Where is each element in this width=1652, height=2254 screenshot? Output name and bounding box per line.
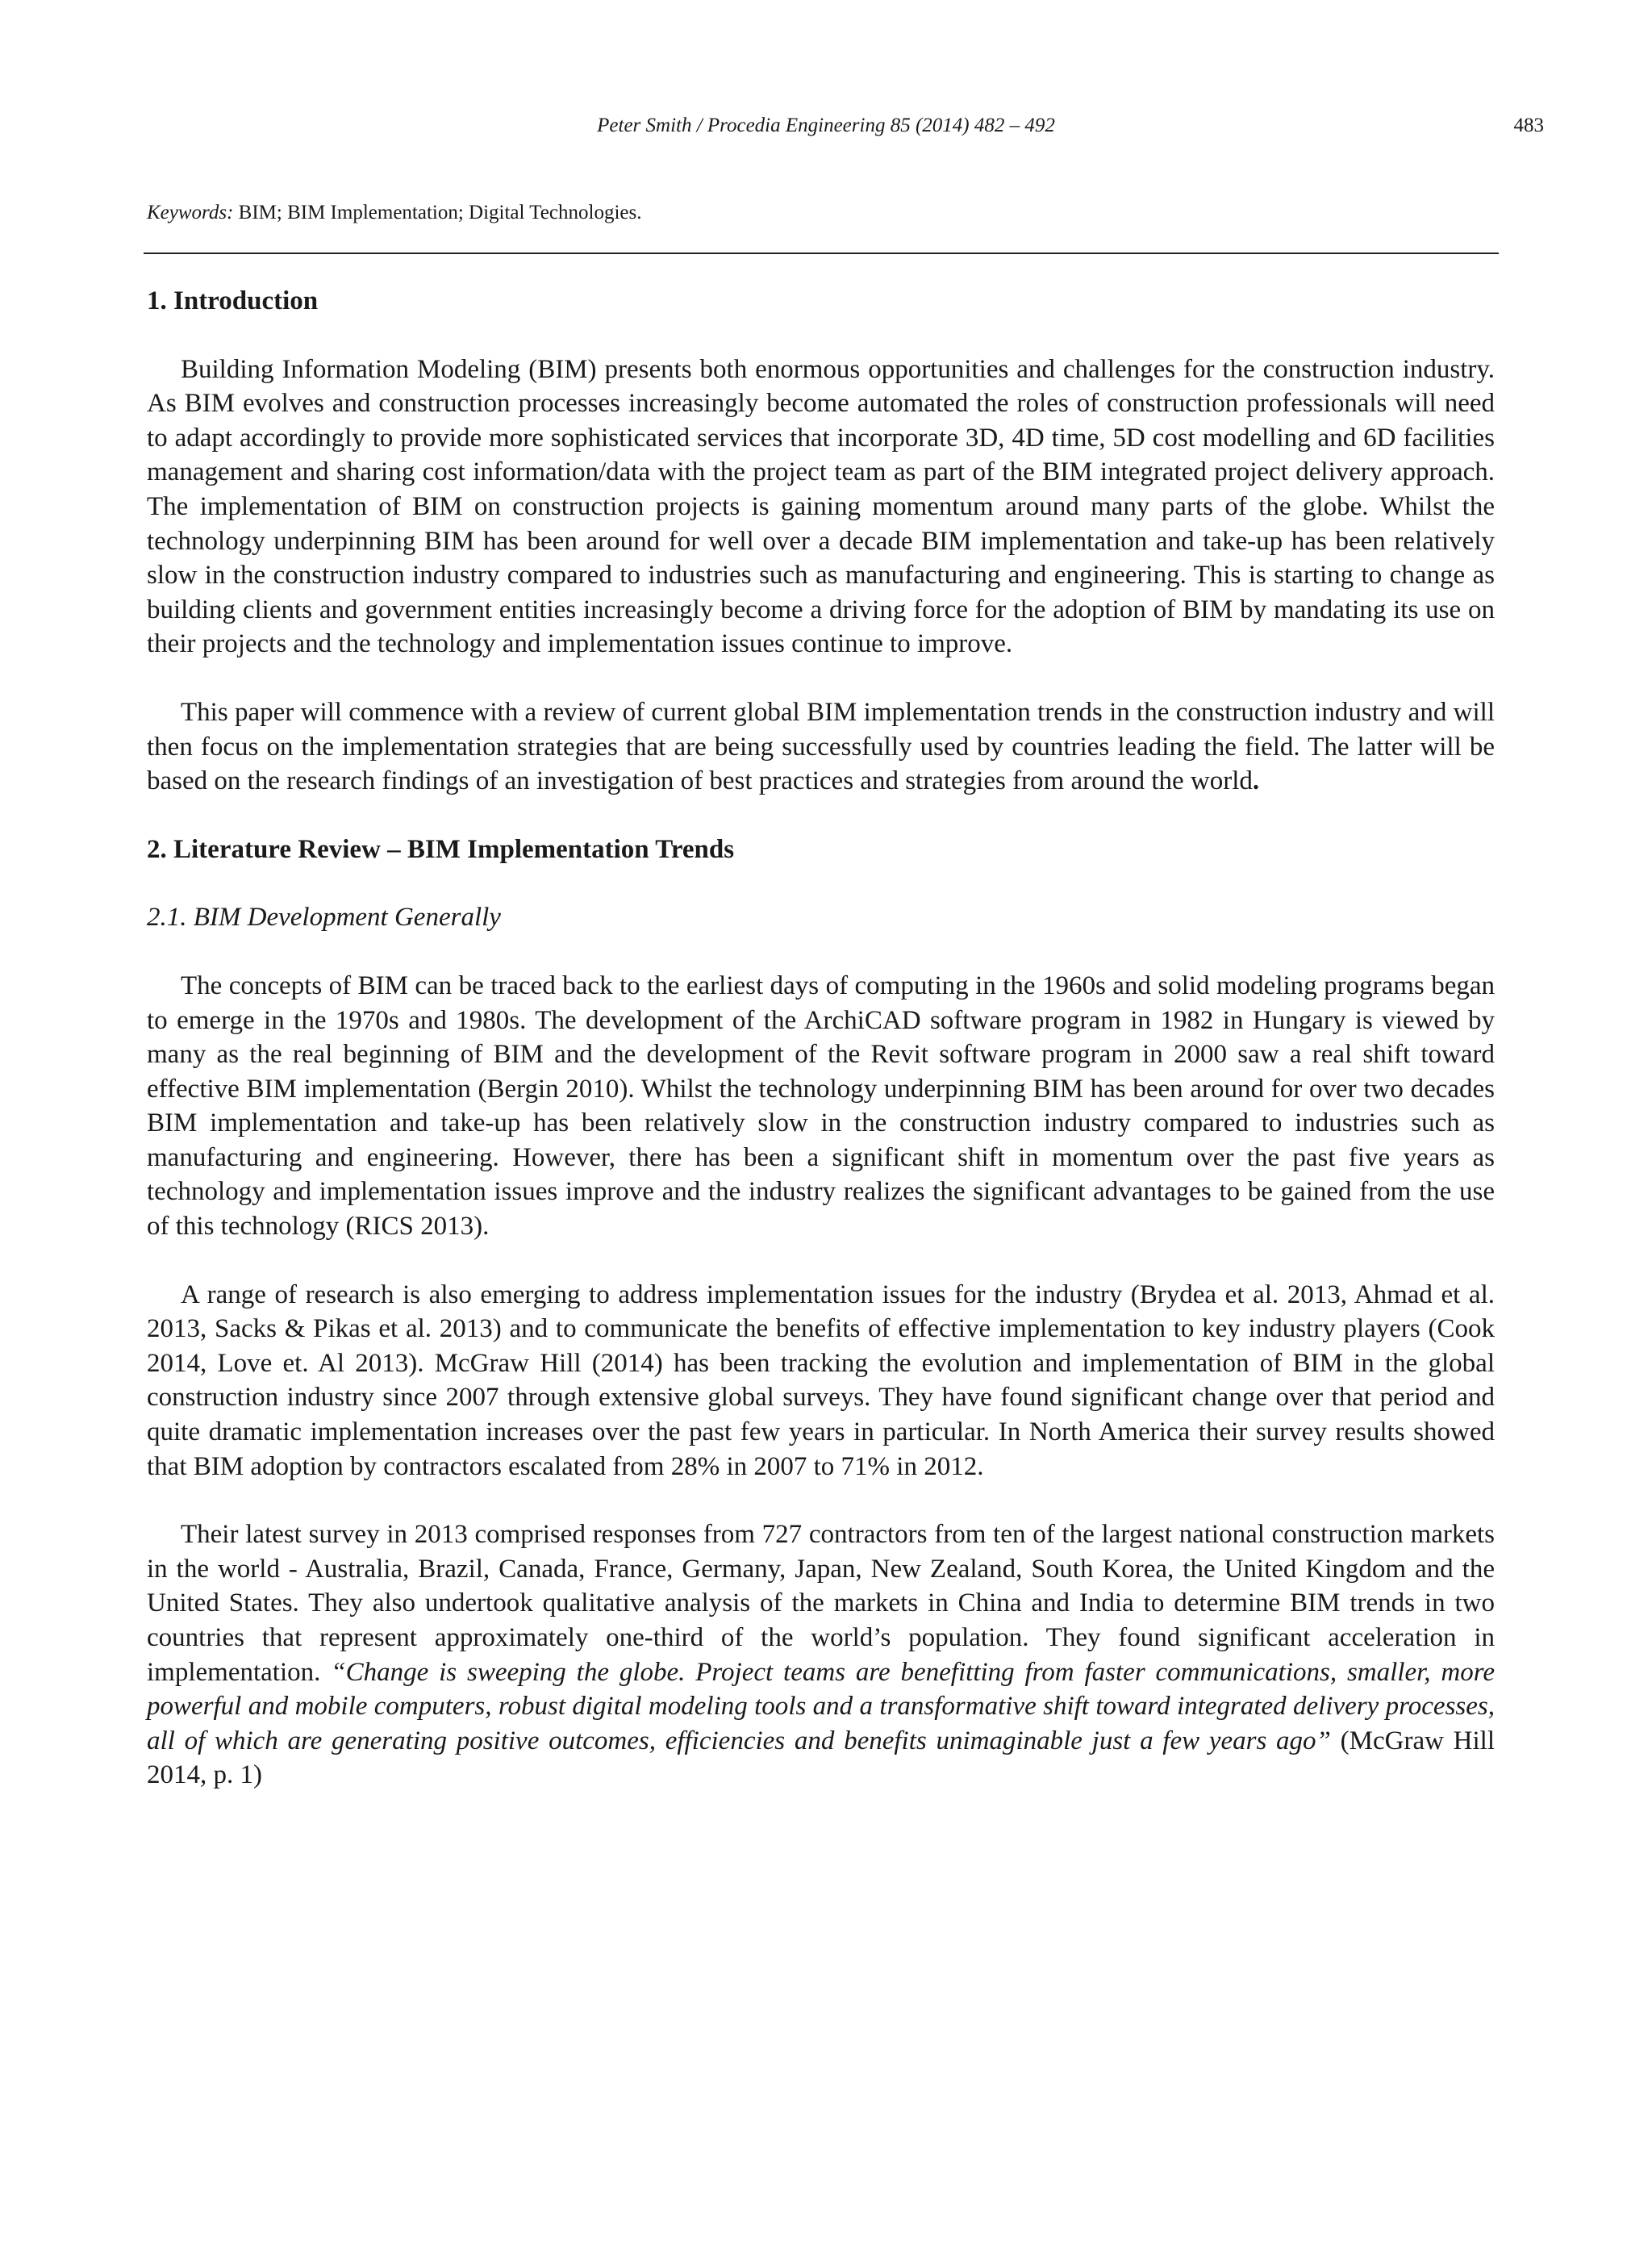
quote-citation: (McGraw Hill 2014, p. 1) xyxy=(147,1726,1495,1790)
running-title: Peter Smith / Procedia Engineering 85 (2014) 482 – 492 xyxy=(597,115,1055,136)
literature-paragraph-2: A range of research is also emerging to address implementation issues for the industry (Brydea et al. 2013, Ahmad et al. 2013, Sacks & Pikas et al. 2013) and to communicate the benefits of effective implementation to key industry players (Cook 2014, Love et. Al 2013). McGraw Hill (2014) has been tracking the evolution and implementation of BIM in the global construction industry since 2007 through extensive global surveys. They have found significant change over that period and quite dramatic implementation increases over the past few years in particular. In North America their survey results showed that BIM adoption by contractors escalated from 28% in 2007 to 71% in 2012. xyxy=(147,1279,1495,1481)
article-body xyxy=(147,284,1495,1826)
mcgraw-hill-quote: “Change is sweeping the globe. Project teams are benefitting from faster communications, smaller, more powerful and mobile computers, robust digital modeling tools and a transformative shift toward integrated delivery processes, all of which are generating positive outcomes, efficiencies and benefits unimaginable just a few years ago” xyxy=(147,1657,1495,1755)
running-header xyxy=(0,110,1652,142)
divider-rule xyxy=(144,253,1499,254)
intro-paragraph-2 xyxy=(147,695,1495,799)
keywords-line xyxy=(147,197,641,229)
subsection-heading-bim-development: 2.1. BIM Development Generally xyxy=(147,903,501,933)
keywords-label: Keywords: xyxy=(147,202,234,223)
literature-paragraph-3-text: Their latest survey in 2013 comprised responses from 727 contractors from ten of the largest national construction markets in the world - Australia, Brazil, Canada, France, Germany, Japan, New Zealand, South Korea, the United Kingdom and the United States. They also undertook qualitative analysis of the markets in China and India to determine BIM trends in two countries that represent approximately one-third of the world’s population. They found significant acceleration in implementation. xyxy=(147,1520,1495,1687)
section-heading-introduction: 1. Introduction xyxy=(147,286,319,315)
literature-paragraph-1: The concepts of BIM can be traced back to the earliest days of computing in the 1960s and solid modeling programs began to emerge in the 1970s and 1980s. The development of the ArchiCAD software program in 1982 in Hungary is viewed by many as the real beginning of BIM and the development of the Revit software program in 2000 saw a real shift toward effective BIM implementation (Bergin 2010). Whilst the technology underpinning BIM has been around for over two decades BIM implementation and take-up has been relatively slow in the construction industry compared to industries such as manufacturing and engineering. However, there has been a significant shift in momentum over the past five years as technology and implementation issues improve and the industry realizes the significant advantages to be gained from the use of this technology (RICS 2013). xyxy=(147,970,1495,1242)
intro-paragraph-2-period: . xyxy=(1252,766,1260,796)
section-heading-literature-review: 2. Literature Review – BIM Implementation Trends xyxy=(147,834,735,864)
literature-paragraph-3 xyxy=(147,1517,1495,1793)
page-number: 483 xyxy=(1513,115,1544,136)
intro-paragraph-1: Building Information Modeling (BIM) presents both enormous opportunities and challenges for the construction industry. As BIM evolves and construction processes increasingly become automated the roles of construction professionals will need to adapt accordingly to provide more sophisticated services that incorporate 3D, 4D time, 5D cost modelling and 6D facilities management and sharing cost information/data with the project team as part of the BIM integrated project delivery approach. The implementation of BIM on construction projects is gaining momentum around many parts of the globe. Whilst the technology underpinning BIM has been around for well over a decade BIM implementation and take-up has been relatively slow in the construction industry compared to industries such as manufacturing and engineering. This is starting to change as building clients and government entities increasingly become a driving force for the adoption of BIM by mandating its use on their projects and the technology and implementation issues continue to improve. xyxy=(147,354,1495,659)
keywords-text: BIM; BIM Implementation; Digital Technologies. xyxy=(233,202,642,223)
intro-paragraph-2-text: This paper will commence with a review of current global BIM implementation trends in the construction industry and will then focus on the implementation strategies that are being successfully used by countries leading the field. The latter will be based on the research findings of an investigation of best practices and strategies from around the world xyxy=(147,697,1495,796)
